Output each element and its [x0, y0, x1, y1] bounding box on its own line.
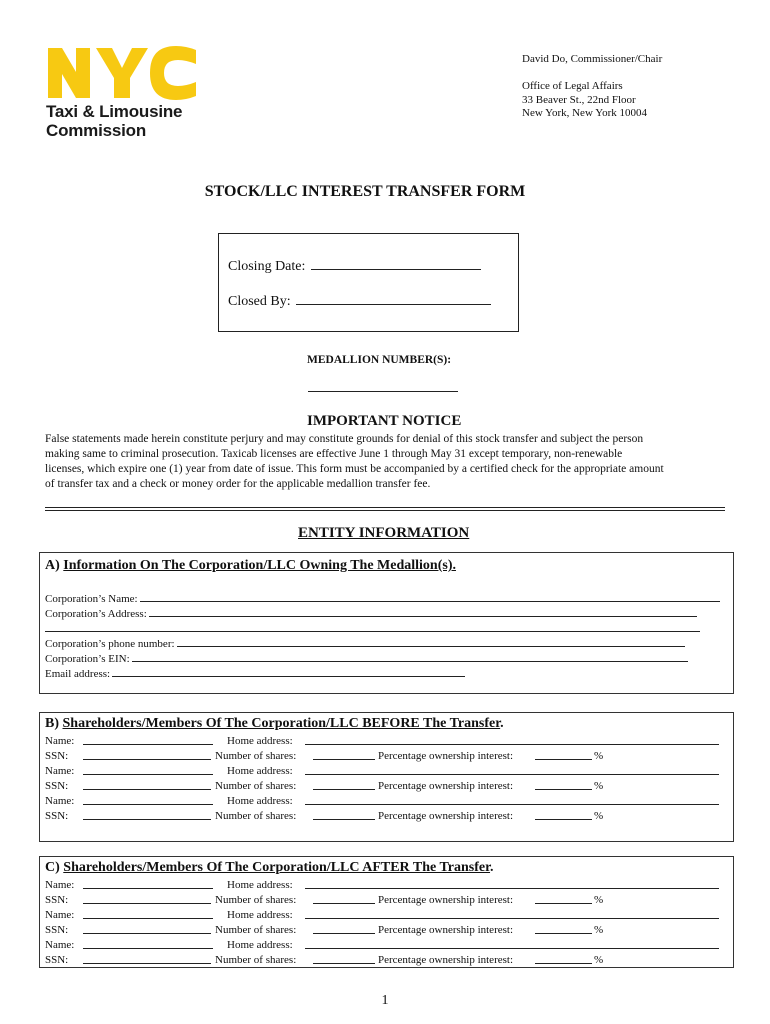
notice-line: False statements made herein constitute perjury and may constitute grounds for denial of this stock transfer and subject the person — [45, 433, 644, 445]
section-b-heading — [45, 716, 504, 732]
closing-date-label: Closing Date: — [228, 259, 306, 274]
section-b-suffix: . — [500, 716, 504, 731]
ssn-field[interactable] — [83, 923, 211, 934]
section-a-heading — [45, 558, 456, 574]
ssn-field[interactable] — [83, 749, 211, 760]
pct-field[interactable] — [535, 893, 592, 904]
medallion-label: MEDALLION NUMBER(S): — [307, 354, 452, 366]
pct-sign: % — [594, 924, 604, 936]
ssn-field[interactable] — [83, 809, 211, 820]
closed-by-row — [228, 294, 491, 310]
home-address-label: Home address: — [227, 939, 293, 951]
street-line: 33 Beaver St., 22nd Floor — [522, 94, 636, 106]
section-c-prefix: C) — [45, 860, 64, 875]
notice-line: of transfer tax and a check or money order for the applicable medallion transfer fee. — [45, 478, 431, 490]
pct-sign: % — [594, 894, 604, 906]
notice-line: making same to criminal prosecution. Taxicab licenses are effective June 1 through May 31 except temporary, non-renewable — [45, 448, 623, 460]
shares-label: Number of shares: — [215, 894, 297, 906]
name-label: Name: — [45, 909, 75, 921]
home-address-label: Home address: — [227, 795, 293, 807]
closing-date-field[interactable] — [311, 259, 481, 270]
nyc-logo — [46, 46, 198, 100]
home-address-field[interactable] — [305, 938, 719, 949]
ssn-field[interactable] — [83, 893, 211, 904]
shares-field[interactable] — [313, 923, 375, 934]
section-a-title: Information On The Corporation/LLC Owning The Medallion(s). — [63, 558, 456, 573]
home-address-label: Home address: — [227, 879, 293, 891]
pct-label: Percentage ownership interest: — [378, 750, 514, 762]
pct-field[interactable] — [535, 923, 592, 934]
ssn-label: SSN: — [45, 954, 69, 966]
name-field[interactable] — [83, 878, 213, 889]
corp-ein-field[interactable] — [132, 651, 688, 662]
corp-address-row — [45, 606, 697, 622]
pct-label: Percentage ownership interest: — [378, 780, 514, 792]
divider — [45, 507, 725, 508]
corp-name-field[interactable] — [140, 591, 720, 602]
ssn-field[interactable] — [83, 779, 211, 790]
logo-text-line2: Commission — [46, 121, 147, 140]
shares-field[interactable] — [313, 749, 375, 760]
shares-field[interactable] — [313, 953, 375, 964]
email-field[interactable] — [112, 666, 465, 677]
home-address-field[interactable] — [305, 908, 719, 919]
corp-name-label: Corporation’s Name: — [45, 593, 138, 605]
name-label: Name: — [45, 939, 75, 951]
name-field[interactable] — [83, 908, 213, 919]
pct-label: Percentage ownership interest: — [378, 894, 514, 906]
ssn-label: SSN: — [45, 894, 69, 906]
email-label: Email address: — [45, 668, 111, 680]
closed-by-field[interactable] — [296, 294, 491, 305]
city-line: New York, New York 10004 — [522, 107, 647, 119]
pct-label: Percentage ownership interest: — [378, 954, 514, 966]
name-label: Name: — [45, 735, 75, 747]
home-address-label: Home address: — [227, 765, 293, 777]
home-address-field[interactable] — [305, 764, 719, 775]
pct-sign: % — [594, 780, 604, 792]
corp-phone-field[interactable] — [177, 636, 685, 647]
shares-label: Number of shares: — [215, 810, 297, 822]
pct-field[interactable] — [535, 953, 592, 964]
pct-label: Percentage ownership interest: — [378, 924, 514, 936]
home-address-field[interactable] — [305, 734, 719, 745]
corp-address-field[interactable] — [149, 606, 697, 617]
shares-label: Number of shares: — [215, 954, 297, 966]
page-number: 1 — [381, 993, 389, 1008]
shares-field[interactable] — [313, 779, 375, 790]
name-field[interactable] — [83, 794, 213, 805]
logo-text-line1: Taxi & Limousine — [46, 102, 183, 121]
section-b-title: Shareholders/Members Of The Corporation/LLC BEFORE The Transfer — [62, 716, 501, 731]
closing-date-row — [228, 259, 481, 275]
ssn-label: SSN: — [45, 924, 69, 936]
pct-sign: % — [594, 810, 604, 822]
shares-label: Number of shares: — [215, 780, 297, 792]
entity-title: ENTITY INFORMATION — [298, 525, 470, 541]
pct-field[interactable] — [535, 809, 592, 820]
pct-field[interactable] — [535, 749, 592, 760]
section-c-suffix: . — [490, 860, 494, 875]
notice-title: IMPORTANT NOTICE — [307, 413, 462, 429]
section-a — [39, 552, 734, 694]
shares-label: Number of shares: — [215, 924, 297, 936]
pct-sign: % — [594, 954, 604, 966]
corp-phone-row — [45, 636, 685, 652]
name-label: Name: — [45, 879, 75, 891]
corp-phone-label: Corporation’s phone number: — [45, 638, 175, 650]
pct-label: Percentage ownership interest: — [378, 810, 514, 822]
closed-by-label: Closed By: — [228, 294, 291, 309]
notice-text — [45, 432, 735, 492]
home-address-field[interactable] — [305, 794, 719, 805]
shares-field[interactable] — [313, 809, 375, 820]
name-field[interactable] — [83, 938, 213, 949]
section-b — [39, 712, 734, 842]
shares-label: Number of shares: — [215, 750, 297, 762]
corp-address-label: Corporation’s Address: — [45, 608, 147, 620]
section-b-prefix: B) — [45, 716, 63, 731]
home-address-label: Home address: — [227, 735, 293, 747]
section-a-prefix: A) — [45, 558, 64, 573]
section-c-heading — [45, 860, 494, 876]
pct-sign: % — [594, 750, 604, 762]
form-title: STOCK/LLC INTEREST TRANSFER FORM — [204, 183, 526, 200]
shares-field[interactable] — [313, 893, 375, 904]
medallion-number-field[interactable] — [308, 381, 458, 392]
corp-address-field-2[interactable] — [45, 621, 700, 632]
corp-name-row — [45, 591, 720, 607]
name-label: Name: — [45, 795, 75, 807]
ssn-label: SSN: — [45, 750, 69, 762]
ssn-label: SSN: — [45, 810, 69, 822]
ssn-label: SSN: — [45, 780, 69, 792]
office-line: Office of Legal Affairs — [522, 80, 623, 92]
corp-ein-label: Corporation’s EIN: — [45, 653, 130, 665]
pct-field[interactable] — [535, 779, 592, 790]
closing-box — [218, 233, 519, 332]
email-row — [45, 666, 465, 682]
corp-ein-row — [45, 651, 688, 667]
section-c — [39, 856, 734, 968]
notice-line: licenses, which expire one (1) year from date of issue. This form must be accompanied by a certified check for the appropriate amount — [45, 463, 664, 475]
divider — [45, 510, 725, 511]
home-address-field[interactable] — [305, 878, 719, 889]
commissioner-line: David Do, Commissioner/Chair — [522, 53, 663, 65]
name-field[interactable] — [83, 764, 213, 775]
home-address-label: Home address: — [227, 909, 293, 921]
name-field[interactable] — [83, 734, 213, 745]
name-label: Name: — [45, 765, 75, 777]
ssn-field[interactable] — [83, 953, 211, 964]
section-c-title: Shareholders/Members Of The Corporation/LLC AFTER The Transfer — [63, 860, 491, 875]
corp-address-row-2 — [45, 621, 700, 637]
